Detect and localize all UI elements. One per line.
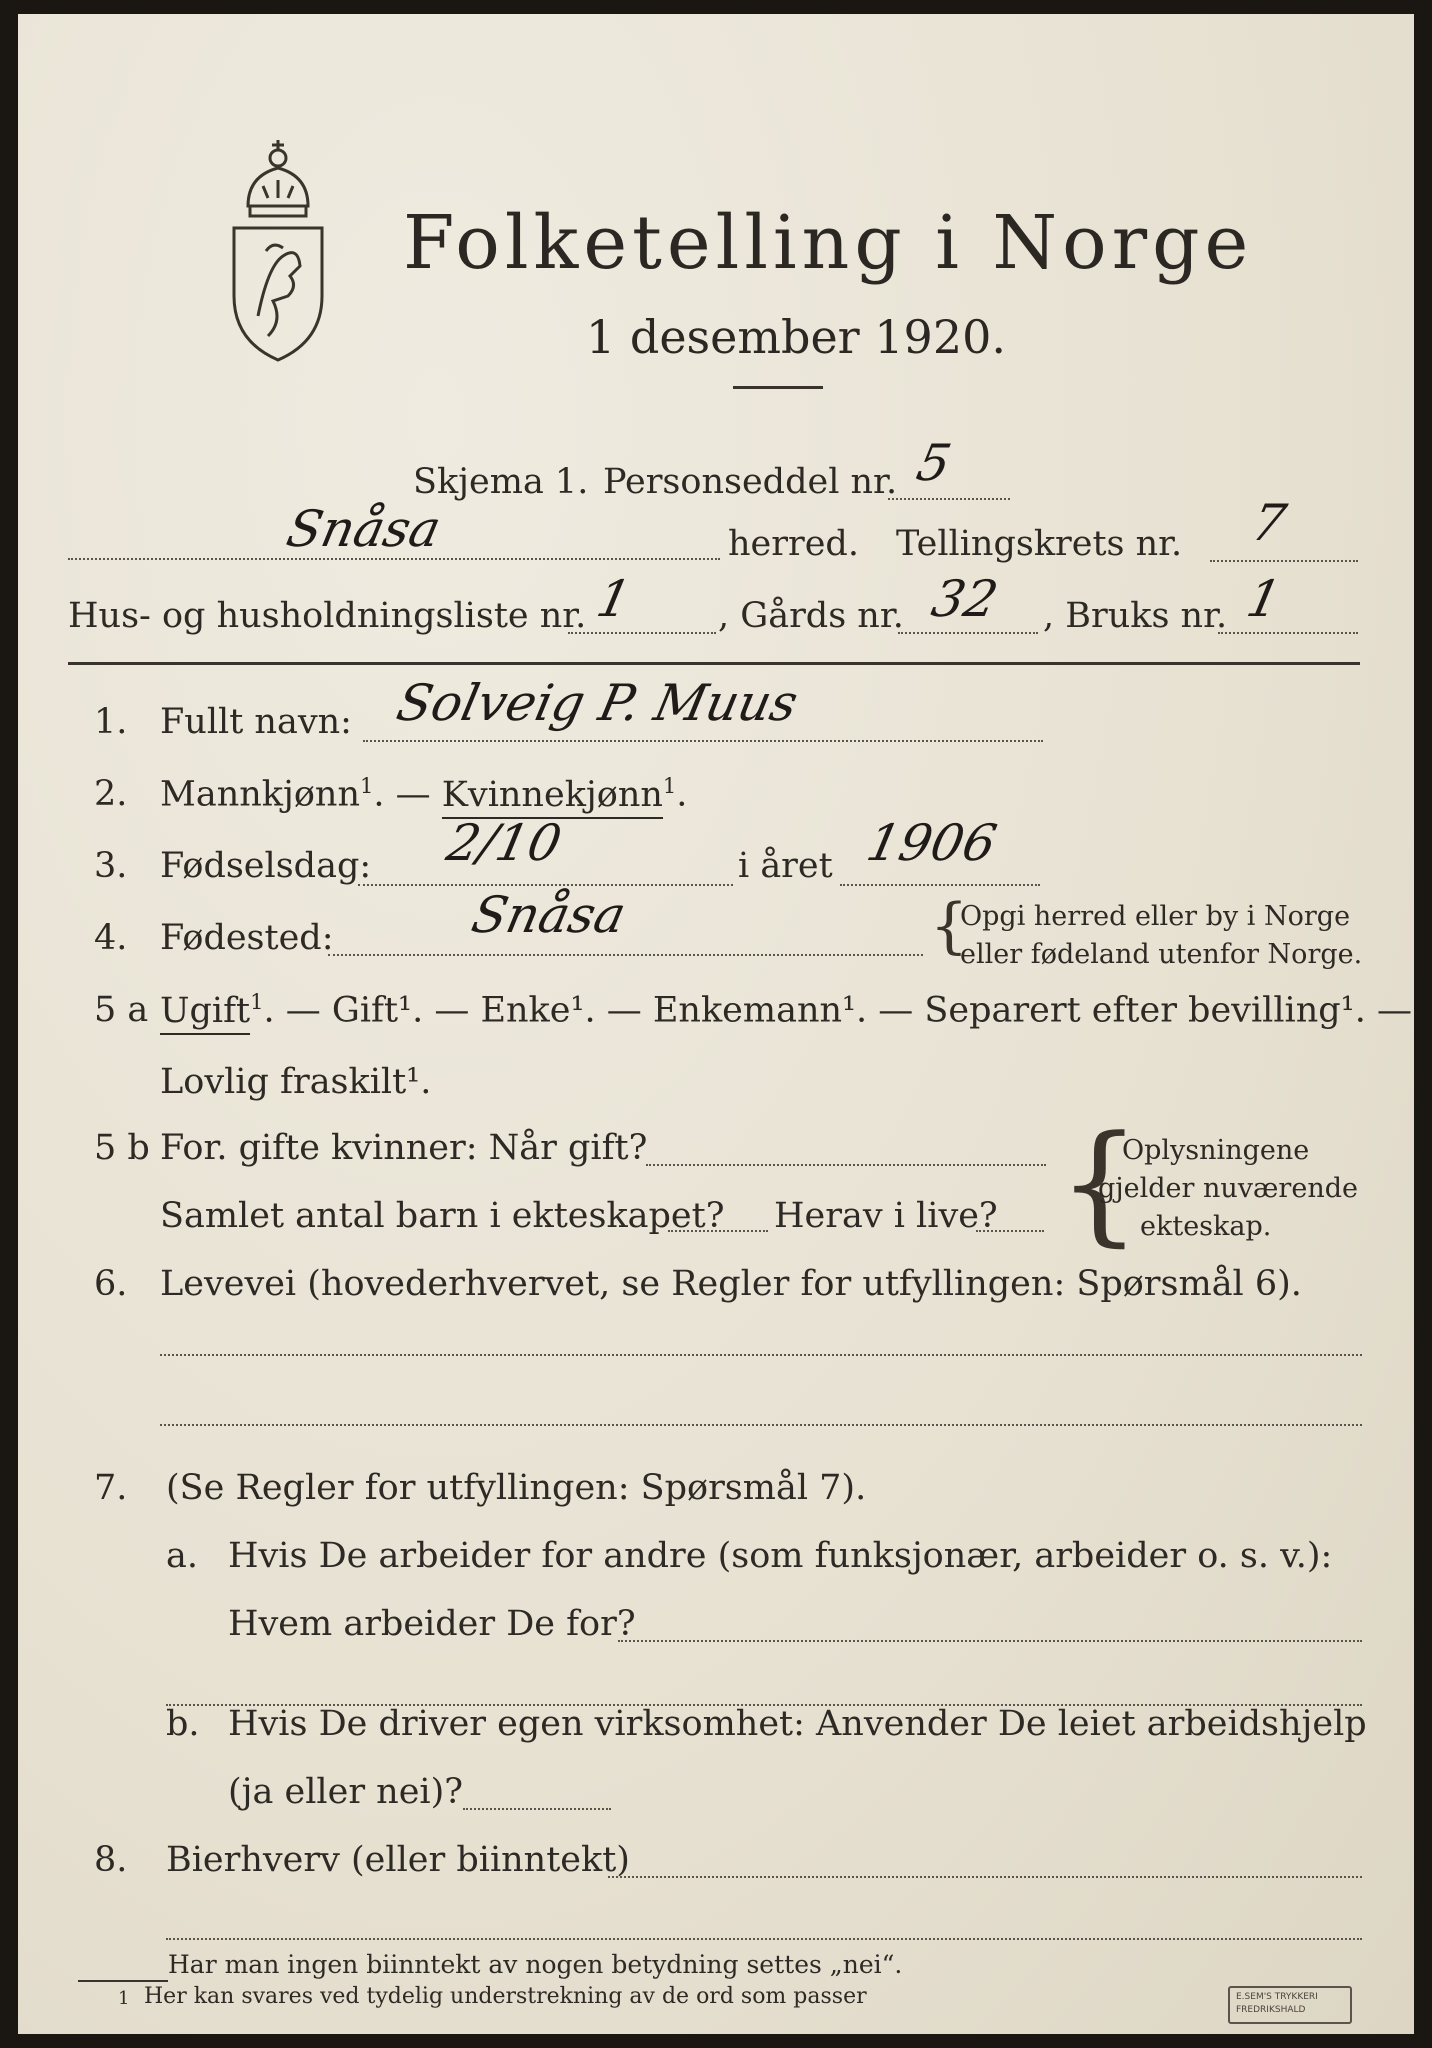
tellingskrets-label: Tellingskrets nr.	[896, 524, 1183, 564]
footnote-text: Her kan svares ved tydelig understrekning av de ord som passer	[144, 1984, 867, 2009]
q4-label: Fødested:	[160, 918, 334, 958]
gards-label: , Gårds nr.	[718, 596, 904, 636]
birthplace-note-1: Opgi herred eller by i Norge	[960, 901, 1351, 932]
birth-year-field[interactable]	[840, 884, 1040, 886]
q7-number: 7.	[94, 1468, 128, 1508]
tellingskrets-value: 7	[1246, 494, 1291, 552]
occupation-field-1[interactable]	[160, 1354, 1362, 1356]
coat-of-arms-icon	[228, 136, 328, 366]
q8-label: Bierhverv (eller biinntekt)	[166, 1840, 630, 1880]
female-option-underlined[interactable]: Kvinnekjønn	[442, 775, 663, 819]
marital-status-line-2[interactable]: Lovlig fraskilt¹.	[160, 1062, 432, 1102]
footnote-divider	[78, 1980, 168, 1982]
male-option[interactable]: Mannkjønn	[160, 774, 361, 815]
marriage-note-1: Oplysningene	[1122, 1135, 1310, 1166]
birthplace-brace: {	[930, 891, 969, 961]
full-name-value: Solveig P. Muus	[391, 674, 803, 732]
occupation-field-2[interactable]	[160, 1424, 1362, 1426]
marriage-brace: {	[1058, 1107, 1141, 1259]
q5b-number: 5 b	[94, 1128, 150, 1168]
children-count-field[interactable]	[668, 1230, 768, 1232]
bruks-label: , Bruks nr.	[1043, 596, 1228, 636]
personseddel-field[interactable]	[888, 498, 1010, 500]
birth-year-label: i året	[738, 846, 833, 886]
children-alive-label: Herav i live?	[774, 1196, 998, 1236]
birthplace-field[interactable]	[328, 954, 923, 956]
herred-value: Snåsa	[281, 500, 446, 558]
side-income-field-2[interactable]	[166, 1938, 1362, 1940]
tellingskrets-field[interactable]	[1210, 560, 1358, 562]
hus-value: 1	[591, 570, 636, 628]
q7a-letter: a.	[166, 1536, 198, 1576]
personseddel-label: Personseddel nr.	[603, 462, 898, 502]
q1-label: Fullt navn:	[160, 702, 352, 742]
gards-field[interactable]	[898, 632, 1038, 634]
bruks-value: 1	[1241, 570, 1286, 628]
form-date: 1 desember 1920.	[586, 310, 1006, 364]
birth-day-value: 2/10	[441, 814, 567, 872]
personseddel-value: 5	[911, 434, 956, 492]
q5a-number: 5 a	[94, 990, 149, 1030]
bruks-field[interactable]	[1218, 632, 1358, 634]
printer-stamp: E.SEM'S TRYKKERI FREDRIKSHALD	[1228, 1986, 1352, 2024]
hus-label: Hus- og husholdningsliste nr.	[68, 596, 587, 636]
q8-number: 8.	[94, 1840, 128, 1880]
married-when-field[interactable]	[646, 1164, 1046, 1166]
herred-field[interactable]	[68, 558, 720, 560]
hired-help-field[interactable]	[463, 1808, 611, 1810]
q2-number: 2.	[94, 774, 128, 814]
census-form-page	[18, 14, 1414, 2034]
hus-field[interactable]	[568, 632, 716, 634]
children-alive-field[interactable]	[976, 1230, 1044, 1232]
gards-value: 32	[926, 570, 1003, 628]
children-count-label: Samlet antal barn i ekteskapet?	[160, 1196, 725, 1236]
q3-number: 3.	[94, 846, 128, 886]
birthplace-value: Snåsa	[466, 886, 631, 944]
married-when-label: For. gifte kvinner: Når gift?	[160, 1128, 648, 1168]
q1-number: 1.	[94, 702, 128, 742]
birth-year-value: 1906	[861, 814, 1002, 872]
q4-number: 4.	[94, 918, 128, 958]
q7a-text: Hvis De arbeider for andre (som funksjonær, arbeider o. s. v.):	[228, 1536, 1333, 1576]
q3-label: Fødselsdag:	[160, 846, 372, 886]
marriage-note-3: ekteskap.	[1140, 1211, 1272, 1242]
form-title: Folketelling i Norge	[403, 200, 1254, 286]
herred-label: herred.	[728, 524, 859, 564]
full-name-field[interactable]	[363, 740, 1043, 742]
marriage-note-2: gjelder nuværende	[1098, 1173, 1358, 1204]
q6-number: 6.	[94, 1264, 128, 1304]
q6-label: Levevei (hovederhvervet, se Regler for utfyllingen: Spørsmål 6).	[160, 1264, 1302, 1304]
birthplace-note-2: eller fødeland utenfor Norge.	[960, 939, 1363, 970]
side-income-note: Har man ingen biinntekt av nogen betydning settes „nei“.	[168, 1950, 903, 1979]
footnote-number: 1	[118, 1988, 130, 2009]
title-divider	[733, 386, 823, 389]
gender-options: Mannkjønn$^1$. — Kvinnekjønn$^1$.	[160, 774, 687, 815]
marital-status-options: Ugift$^1$. — Gift¹. — Enke¹. — Enkemann¹. — Separert efter bevilling¹. —	[160, 990, 1412, 1031]
skjema-label: Skjema 1.	[413, 462, 589, 502]
hired-help-label: (ja eller nei)?	[228, 1772, 464, 1812]
header-divider	[68, 662, 1360, 665]
q7b-letter: b.	[166, 1704, 200, 1744]
side-income-field[interactable]	[608, 1876, 1362, 1878]
employer-field[interactable]	[618, 1640, 1362, 1642]
q7-label: (Se Regler for utfyllingen: Spørsmål 7).	[166, 1468, 867, 1508]
employer-label: Hvem arbeider De for?	[228, 1604, 636, 1644]
q7b-text: Hvis De driver egen virksomhet: Anvender De leiet arbeidshjelp	[228, 1704, 1367, 1744]
ugift-option-underlined[interactable]: Ugift	[160, 991, 250, 1035]
